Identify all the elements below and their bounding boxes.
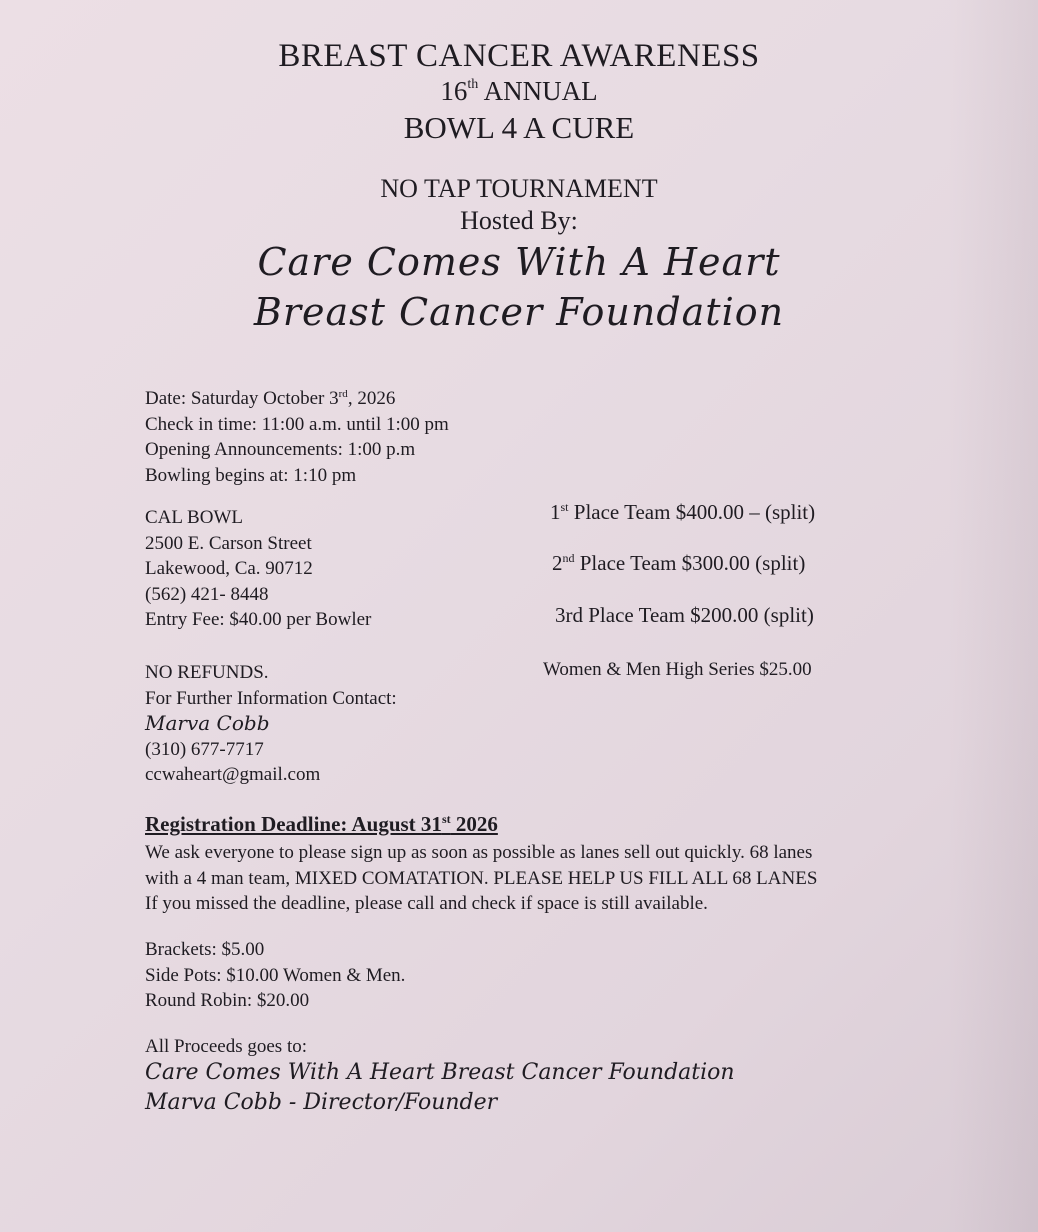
prize-second-num: 2 xyxy=(552,551,563,575)
event-name: BOWL 4 A CURE xyxy=(403,110,635,145)
proceeds-director: Marva Cobb - Director/Founder xyxy=(145,1090,498,1115)
prize-first-place xyxy=(550,500,815,525)
registration-heading-year: 2026 xyxy=(450,812,498,836)
prize-first-text: Place Team $400.00 – (split) xyxy=(568,500,816,524)
check-in-time: Check in time: 11:00 a.m. until 1:00 pm xyxy=(145,413,449,435)
registration-line-1: We ask everyone to please sign up as soon as possible as lanes sell out quickly. 68 lanes xyxy=(145,842,813,863)
contact-phone: (310) 677-7717 xyxy=(145,738,264,760)
venue-block xyxy=(145,505,371,633)
annual-number: 16 xyxy=(440,76,468,106)
proceeds-label: All Proceeds goes to: xyxy=(145,1036,308,1057)
hosted-by-label: Hosted By: xyxy=(460,206,578,235)
contact-block xyxy=(145,660,397,788)
event-date-year: , 2026 xyxy=(347,388,396,409)
no-refunds: NO REFUNDS. xyxy=(145,662,269,683)
prize-first-suffix: st xyxy=(560,500,569,514)
prize-third-place: 3rd Place Team $200.00 (split) xyxy=(555,603,814,627)
contact-email: ccwaheart@gmail.com xyxy=(145,764,321,785)
round-robin-fee: Round Robin: $20.00 xyxy=(145,990,310,1011)
annual-line xyxy=(0,76,1038,107)
event-date-text: Date: Saturday October 3 xyxy=(145,388,339,409)
entry-fee: Entry Fee: $40.00 per Bowler xyxy=(145,609,372,630)
venue-phone: (562) 421- 8448 xyxy=(145,583,269,605)
venue-name: CAL BOWL xyxy=(145,507,243,528)
fees-block xyxy=(145,937,405,1014)
prize-second-place xyxy=(552,551,805,576)
further-info-label: For Further Information Contact: xyxy=(145,687,397,709)
registration-line-2: with a 4 man team, MIXED COMATATION. PLEASE HELP US FILL ALL 68 LANES xyxy=(145,867,818,889)
registration-line-3: If you missed the deadline, please call and check if space is still available. xyxy=(145,893,708,914)
registration-heading-suffix: st xyxy=(441,812,451,826)
annual-suffix: th xyxy=(467,77,479,92)
prize-first-num: 1 xyxy=(550,500,561,524)
prize-second-suffix: nd xyxy=(562,551,575,565)
flyer-title: BREAST CANCER AWARENESS xyxy=(278,38,760,74)
schedule-block xyxy=(145,382,449,488)
annual-word: ANNUAL xyxy=(483,76,598,106)
host-org-line2: Breast Cancer Foundation xyxy=(253,290,785,334)
registration-deadline-heading xyxy=(145,812,498,837)
brackets-fee: Brackets: $5.00 xyxy=(145,939,265,960)
side-pots-fee: Side Pots: $10.00 Women & Men. xyxy=(145,964,406,986)
venue-city: Lakewood, Ca. 90712 xyxy=(145,558,313,579)
event-date-suffix: rd xyxy=(338,388,348,400)
prize-second-text: Place Team $300.00 (split) xyxy=(574,551,806,575)
bowling-start: Bowling begins at: 1:10 pm xyxy=(145,464,357,486)
registration-heading-text: Registration Deadline: August 31 xyxy=(145,812,442,836)
venue-street: 2500 E. Carson Street xyxy=(145,532,312,554)
prize-high-series: Women & Men High Series $25.00 xyxy=(543,659,812,680)
registration-body xyxy=(145,840,817,917)
event-date xyxy=(145,382,449,412)
host-org-line1: Care Comes With A Heart xyxy=(257,240,781,284)
tournament-type: NO TAP TOURNAMENT xyxy=(380,174,658,203)
opening-announcements: Opening Announcements: 1:00 p.m xyxy=(145,439,416,460)
contact-name: Marva Cobb xyxy=(145,711,270,735)
proceeds-org: Care Comes With A Heart Breast Cancer Foundation xyxy=(145,1060,735,1085)
